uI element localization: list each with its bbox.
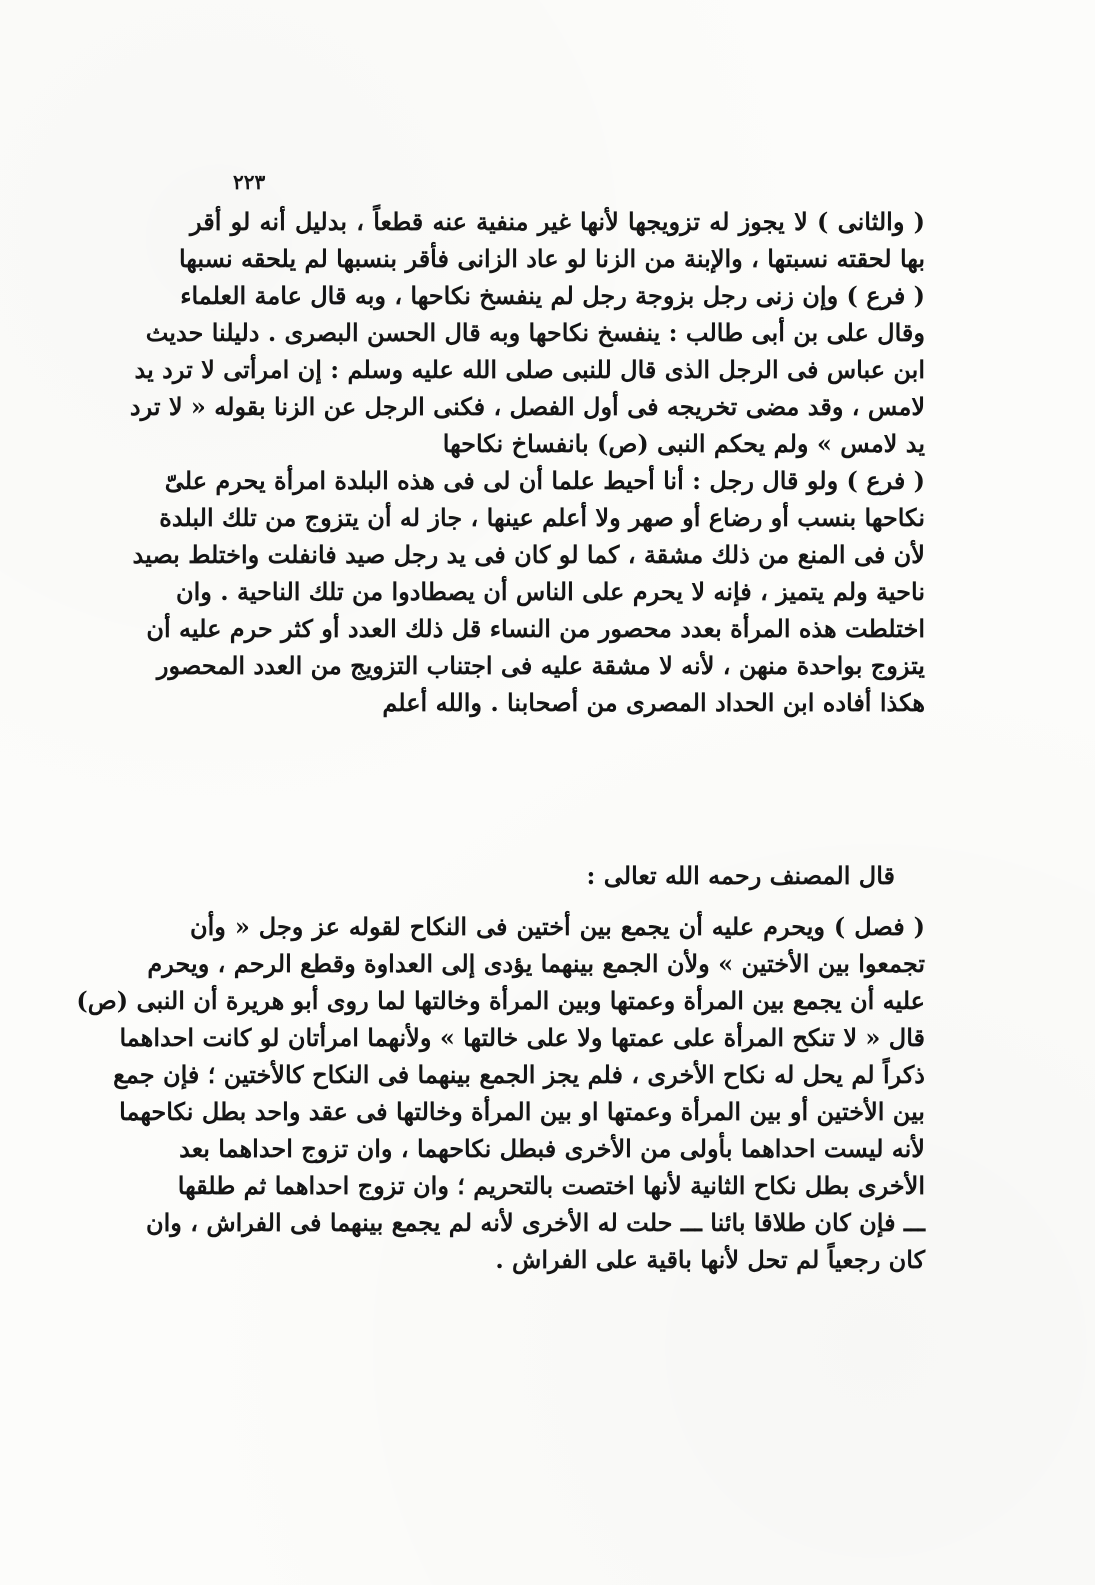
text-line: ( والثانى ) لا يجوز له تزويجها لأنها غير منفية عنه قطعاً ، بدليل أنه لو أقر — [190, 207, 925, 236]
text-line: تجمعوا بين الأختين » ولأن الجمع بينهما يؤدى إلى العداوة وقطع الرحم ، ويحرم — [147, 949, 925, 978]
text-line: اختلطت هذه المرأة بعدد محصور من النساء قل ذلك العدد أو كثر حرم عليه أن — [146, 614, 925, 643]
text-block-2 — [76, 908, 926, 1278]
text-line: ـــ فإن كان طلاقا بائنا ـــ حلت له الأخرى لأنه لم يجمع بينهما فى الفراش ، وان — [145, 1208, 925, 1237]
text-line: لأن فى المنع من ذلك مشقة ، كما لو كان فى يد رجل صيد فانفلت واختلط بصيد — [132, 540, 925, 569]
text-line: يد لامس » ولم يحكم النبى (ص) بانفساخ نكاحها — [442, 429, 925, 458]
text-line: كان رجعياً لم تحل لأنها باقية على الفراش . — [495, 1245, 925, 1274]
text-line: وقال على بن أبى طالب : ينفسخ نكاحها وبه قال الحسن البصرى . دليلنا حديث — [145, 318, 925, 347]
text-line: بها لحقته نسبتها ، والإبنة من الزنا لو عاد الزانى فأقر بنسبها لم يلحقه نسبها — [178, 244, 925, 273]
page-number: ٢٢٣ — [233, 170, 266, 194]
text-line: قال « لا تنكح المرأة على عمتها ولا على خالتها » ولأنهما امرأتان لو كانت احداهما — [119, 1023, 925, 1052]
text-line: ناحية ولم يتميز ، فإنه لا يحرم على الناس أن يصطادوا من تلك الناحية . وان — [176, 577, 925, 606]
text-line: عليه أن يجمع بين المرأة وعمتها وبين المرأة وخالتها لما روى أبو هريرة أن النبى (ص) — [76, 986, 925, 1015]
text-line: ابن عباس فى الرجل الذى قال للنبى صلى الله عليه وسلم : إن امرأتى لا ترد يد — [134, 355, 925, 384]
text-line: نكاحها بنسب أو رضاع أو صهر ولا أعلم عينها ، جاز له أن يتزوج من تلك البلدة — [159, 503, 925, 532]
heading-text: قال المصنف رحمه الله تعالى : — [586, 861, 895, 890]
text-line: ( فرع ) وإن زنى رجل بزوجة رجل لم ينفسخ نكاحها ، وبه قال عامة العلماء — [180, 281, 925, 310]
text-line: يتزوج بواحدة منهن ، لأنه لا مشقة عليه فى اجتناب التزويج من العدد المحصور — [156, 651, 925, 680]
text-block-1 — [129, 203, 925, 721]
text-line: لامس ، وقد مضى تخريجه فى أول الفصل ، فكنى الرجل عن الزنا بقوله « لا ترد — [129, 392, 925, 421]
text-line: الأخرى بطل نكاح الثانية لأنها اختصت بالتحريم ؛ وان تزوج احداهما ثم طلقها — [177, 1171, 925, 1200]
text-line: ( فصل ) ويحرم عليه أن يجمع بين أختين فى النكاح لقوله عز وجل « وأن — [190, 912, 926, 941]
text-line: هكذا أفاده ابن الحداد المصرى من أصحابنا . والله أعلم — [382, 688, 925, 717]
text-line: بين الأختين أو بين المرأة وعمتها او بين المرأة وخالتها فى عقد واحد بطل نكاحهما — [119, 1097, 925, 1126]
text-line: لأنه ليست احداهما بأولى من الأخرى فبطل نكاحهما ، وان تزوج احداهما بعد — [179, 1134, 925, 1163]
text-line: ( فرع ) ولو قال رجل : أنا أحيط علما أن لى فى هذه البلدة امرأة يحرم علىّ — [164, 466, 925, 495]
section-heading — [190, 857, 925, 894]
text-line: ذكراً لم يحل له نكاح الأخرى ، فلم يجز الجمع بينهما فى النكاح كالأختين ؛ فإن جمع — [113, 1060, 925, 1089]
